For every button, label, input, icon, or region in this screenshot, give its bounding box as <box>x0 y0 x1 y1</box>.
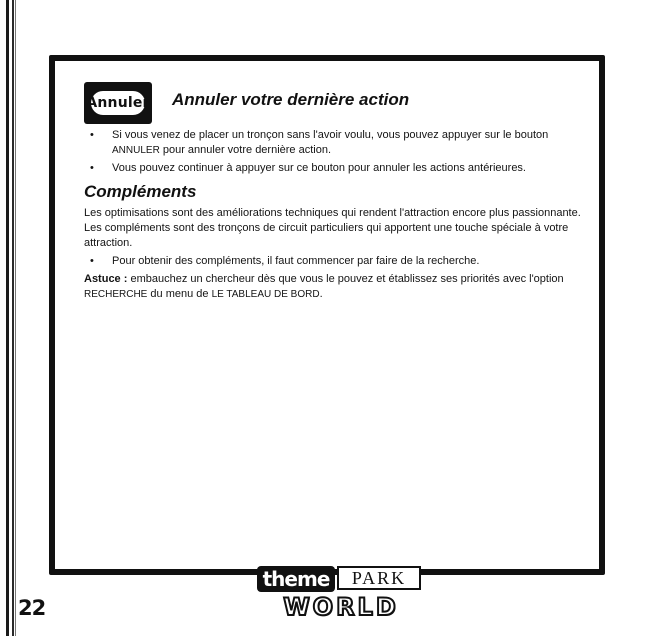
list-item <box>84 128 584 158</box>
bullet-text: Vous pouvez continuer à appuyer sur ce bouton pour annuler les actions antérieures. <box>112 162 526 174</box>
bullet-icon: • <box>90 255 94 267</box>
theme-park-world-logo <box>257 560 425 626</box>
binding-line <box>12 0 14 636</box>
complements-paragraph: Les optimisations sont des améliorations techniques qui rendent l'attraction encore plus passionnante. Les compléments sont des tronçons de circuit particuliers qui apportent une touche spéciale à votre attraction. <box>84 207 581 249</box>
complements-heading: Compléments <box>84 182 197 201</box>
complements-bullet-list <box>84 254 584 269</box>
bullet-icon: • <box>90 129 94 141</box>
astuce-paragraph <box>84 272 584 302</box>
section-title: Annuler votre dernière action <box>172 90 410 109</box>
astuce-label: Astuce : <box>84 273 128 285</box>
page-number: 22 <box>18 596 46 620</box>
page-content <box>84 82 584 305</box>
astuce-text: embauchez un chercheur dès que vous le pouvez et établissez ses priorités avec l'option <box>127 273 564 285</box>
astuce-text: . <box>319 288 323 300</box>
logo-world-text: WORLD <box>283 593 399 621</box>
bullet-text: Pour obtenir des compléments, il faut commencer par faire de la recherche. <box>112 255 480 267</box>
bullet-text: Si vous venez de placer un tronçon sans l'avoir voulu, vous pouvez appuyer sur le bouton <box>112 129 549 141</box>
binding-edge <box>0 0 16 636</box>
section-header <box>84 82 584 128</box>
list-item <box>84 254 584 269</box>
annuler-button-icon <box>84 82 152 124</box>
binding-line <box>15 0 16 636</box>
button-name: ANNULER <box>112 145 160 156</box>
logo-theme-text: theme <box>257 566 335 592</box>
bullet-icon: • <box>90 162 94 174</box>
annuler-bullet-list <box>84 128 584 176</box>
list-item <box>84 161 584 176</box>
menu-name: LE TABLEAU DE BORD <box>211 289 320 300</box>
annuler-icon-label: Annuler <box>89 89 147 117</box>
astuce-text: du menu de <box>147 288 212 300</box>
binding-line <box>6 0 9 636</box>
logo-park-text: PARK <box>337 566 421 590</box>
menu-option-name: RECHERCHE <box>84 289 148 300</box>
bullet-text: pour annuler votre dernière action. <box>159 144 332 156</box>
